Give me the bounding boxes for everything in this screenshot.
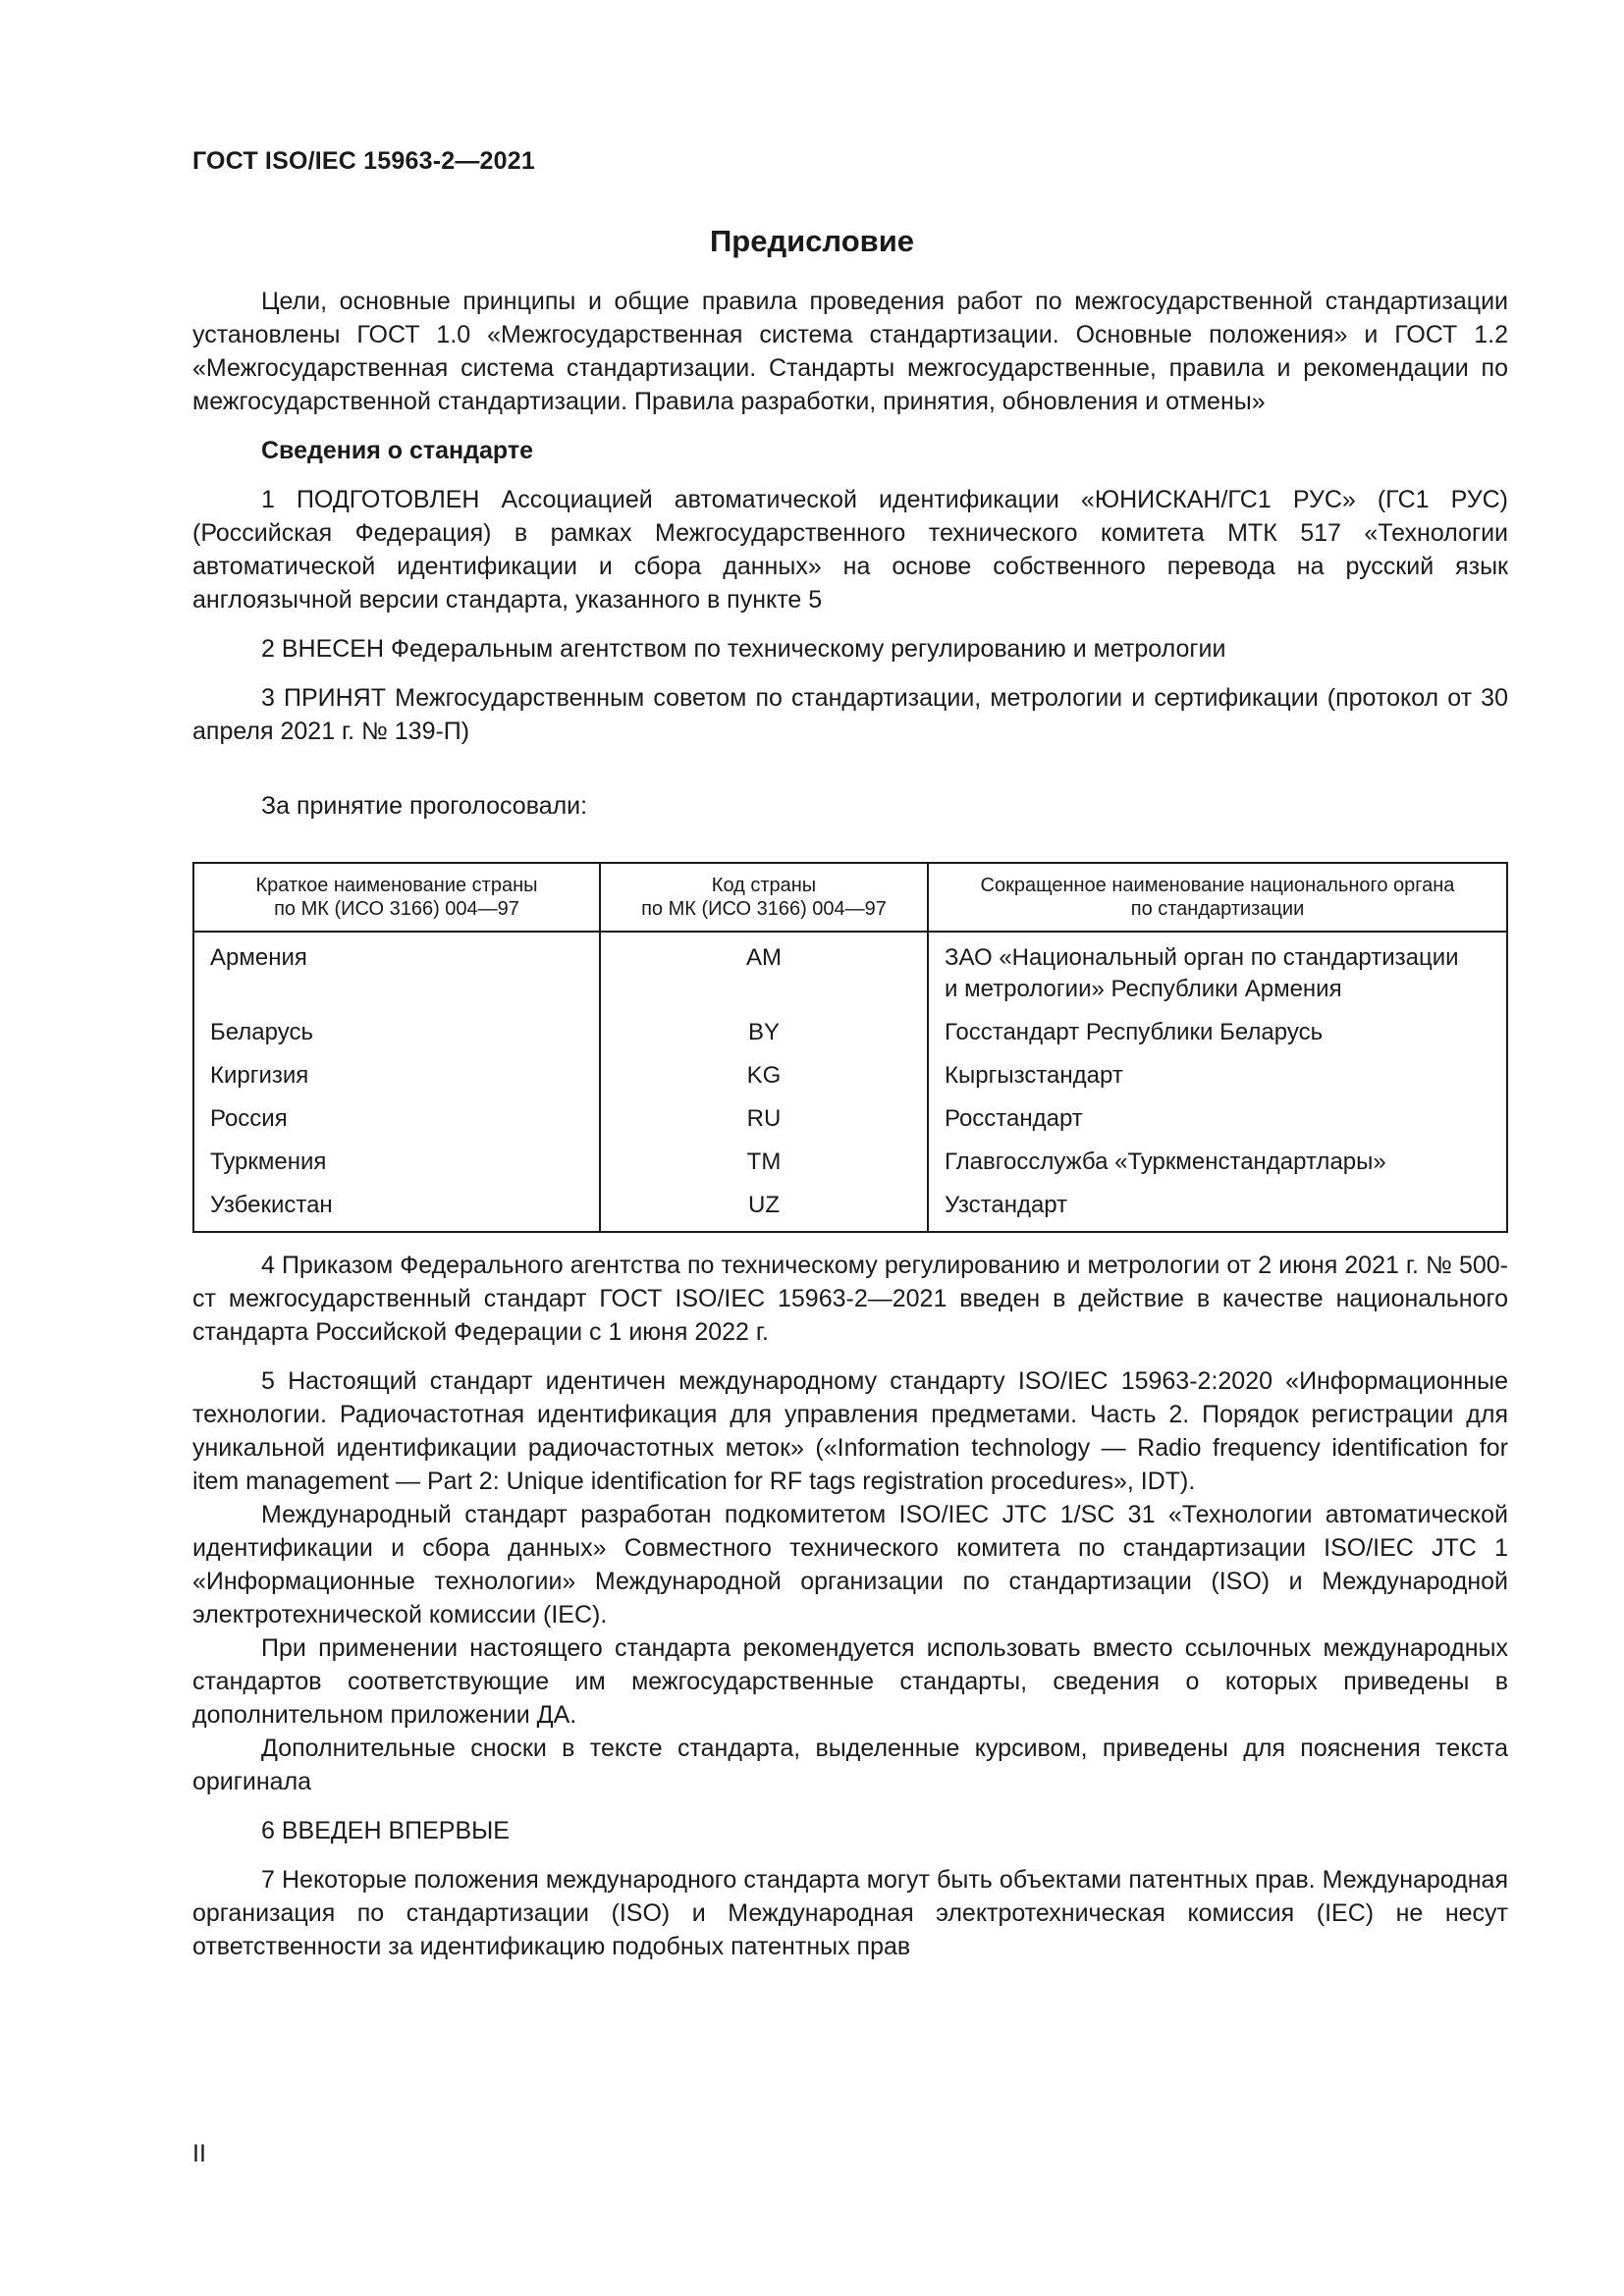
table-row <box>193 932 1507 1013</box>
table-row <box>193 1186 1507 1232</box>
national-body-cell: Госстандарт Республики Беларусь <box>928 1013 1507 1056</box>
table-row <box>193 1056 1507 1099</box>
item-1-paragraph: 1 ПОДГОТОВЛЕН Ассоциацией автоматической идентификации «ЮНИСКАН/ГС1 РУС» (ГС1 РУС) (Российская Федерация) в рамках Межгосударственного технического комитета МТК 517 «Технологии автоматической идентификации и сбора данных» на основе собственного перевода на русский язык англоязычной версии стандарта, указанного в пункте 5 <box>192 486 1508 614</box>
section-heading: Сведения о стандарте <box>261 437 534 464</box>
item-7-paragraph: 7 Некоторые положения международного стандарта могут быть объектами патентных прав. Международная организация по стандартизации (ISO) и Международная электротехническая комиссия (IEC) не несут ответственности за идентификацию подобных патентных прав <box>192 1866 1508 1960</box>
table-row <box>193 1143 1507 1186</box>
page-title: Предисловие <box>709 224 914 258</box>
header-country-name: Краткое наименование страны по МК (ИСО 3166) 004—97 <box>193 863 600 932</box>
code-cell: UZ <box>600 1186 928 1232</box>
code-cell: KG <box>600 1056 928 1099</box>
item-3-paragraph: 3 ПРИНЯТ Межгосударственным советом по стандартизации, метрологии и сертификации (протокол от 30 апреля 2021 г. № 139-П) <box>192 684 1508 745</box>
intro-paragraph: Цели, основные принципы и общие правила проведения работ по межгосударственной стандартизации установлены ГОСТ 1.0 «Межгосударственная система стандартизации. Основные положения» и ГОСТ 1.2 «Межгосударственная система стандартизации. Стандарты межгосударственные, правила и рекомендации по межгосударственной стандартизации. Правила разработки, принятия, обновления и отмены» <box>192 288 1508 415</box>
national-body-cell: Росстандарт <box>928 1099 1507 1143</box>
item-5-footnotes-paragraph: Дополнительные сноски в тексте стандарта, выделенные курсивом, приведены для пояснения текста оригинала <box>192 1735 1508 1795</box>
header-national-body: Сокращенное наименование национального органа по стандартизации <box>928 863 1507 932</box>
country-cell: Киргизия <box>193 1056 600 1099</box>
item-6-paragraph: 6 ВВЕДЕН ВПЕРВЫЕ <box>261 1817 510 1844</box>
voting-countries-table <box>192 862 1508 1233</box>
code-cell: RU <box>600 1099 928 1143</box>
country-cell: Россия <box>193 1099 600 1143</box>
country-cell: Туркмения <box>193 1143 600 1186</box>
code-cell: AM <box>600 932 928 1013</box>
vote-label: За принятие проголосовали: <box>261 792 588 820</box>
document-code-header: ГОСТ ISO/IEC 15963-2—2021 <box>192 147 535 175</box>
table-row <box>193 1099 1507 1143</box>
item-4-paragraph: 4 Приказом Федерального агентства по техническому регулированию и метрологии от 2 июня 2021 г. № 500-ст межгосударственный стандарт ГОСТ ISO/IEC 15963-2—2021 введен в действие в качестве национального стандарта Российской Федерации с 1 июня 2022 г. <box>192 1252 1508 1346</box>
code-cell: TM <box>600 1143 928 1186</box>
national-body-cell: Главгосслужба «Туркменстандартлары» <box>928 1143 1507 1186</box>
national-body-cell: Узстандарт <box>928 1186 1507 1232</box>
page-number: II <box>192 2140 206 2167</box>
country-cell: Беларусь <box>193 1013 600 1056</box>
item-5-paragraph: 5 Настоящий стандарт идентичен международному стандарту ISO/IEC 15963-2:2020 «Информационные технологии. Радиочастотная идентификация для управления предметами. Часть 2. Порядок регистрации для уникальной идентификации радиочастотных меток» («Information technology — Radio frequency identification for item management — Part 2: Unique identification for RF tags registration procedures», IDT). <box>192 1367 1508 1495</box>
item-2-paragraph: 2 ВНЕСЕН Федеральным агентством по техническому регулированию и метрологии <box>261 635 1226 663</box>
item-5-developer-paragraph: Международный стандарт разработан подкомитетом ISO/IEC JTC 1/SC 31 «Технологии автоматической идентификации и сбора данных» Совместного технического комитета по стандартизации ISO/IEC JTC 1 «Информационные технологии» Международной организации по стандартизации (ISO) и Международной электротехнической комиссии (IEC). <box>192 1501 1508 1629</box>
country-cell: Армения <box>193 932 600 1013</box>
item-5-references-paragraph: При применении настоящего стандарта рекомендуется использовать вместо ссылочных международных стандартов соответствующие им межгосударственные стандарты, сведения о которых приведены в дополнительном приложении ДА. <box>192 1634 1508 1729</box>
table-header-row <box>193 863 1507 932</box>
national-body-cell: ЗАО «Национальный орган по стандартизации и метрологии» Республики Армения <box>928 932 1507 1013</box>
table-row <box>193 1013 1507 1056</box>
foreword-content <box>192 285 1508 1963</box>
national-body-cell: Кыргызстандарт <box>928 1056 1507 1099</box>
country-cell: Узбекистан <box>193 1186 600 1232</box>
code-cell: BY <box>600 1013 928 1056</box>
header-country-code: Код страны по МК (ИСО 3166) 004—97 <box>600 863 928 932</box>
